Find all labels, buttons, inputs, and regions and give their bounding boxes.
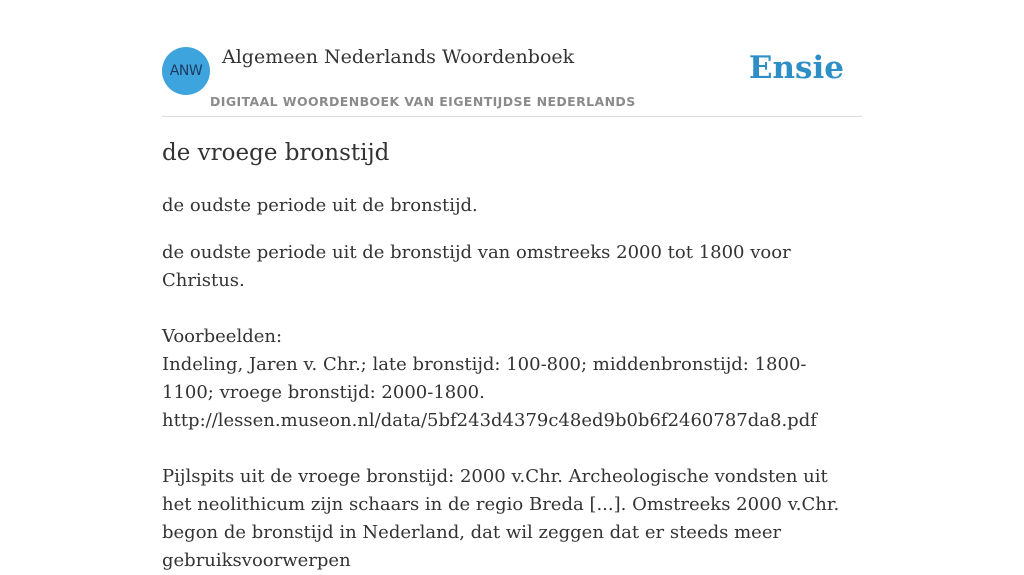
entry-content <box>162 192 852 575</box>
example-1-text: Indeling, Jaren v. Chr.; late bronstijd: 100-800; middenbronstijd: 1800-1100; vroege bronstijd: 2000-1800. <box>162 354 807 403</box>
ensie-brand-logo[interactable]: Ensie <box>748 50 844 86</box>
anw-logo[interactable] <box>162 47 210 95</box>
short-definition: de oudste periode uit de bronstijd. <box>162 195 478 216</box>
example-2-text: Pijlspits uit de vroege bronstijd: 2000 v.Chr. Archeologische vondsten uit het neolithicum zijn schaars in de regio Breda [...]. Omstreeks 2000 v.Chr. begon de bronstijd in Nederland, dat wil zeggen dat er steeds meer gebruiksvoorwerpen <box>162 466 840 571</box>
logo-text: ANW <box>169 63 203 79</box>
long-definition: de oudste periode uit de bronstijd van omstreeks 2000 tot 1800 voor Christus. <box>162 242 791 291</box>
site-subtitle: DIGITAAL WOORDENBOEK VAN EIGENTIJDSE NEDERLANDS <box>210 94 636 109</box>
spacer <box>162 435 852 463</box>
example-1-source-link: http://lessen.museon.nl/data/5bf243d4379c48ed9b0b6f2460787da8.pdf <box>162 410 817 431</box>
site-header <box>162 0 862 117</box>
examples-heading: Voorbeelden: <box>162 326 283 347</box>
entry-title: de vroege bronstijd <box>162 140 390 166</box>
site-title[interactable]: Algemeen Nederlands Woordenboek <box>222 46 575 68</box>
